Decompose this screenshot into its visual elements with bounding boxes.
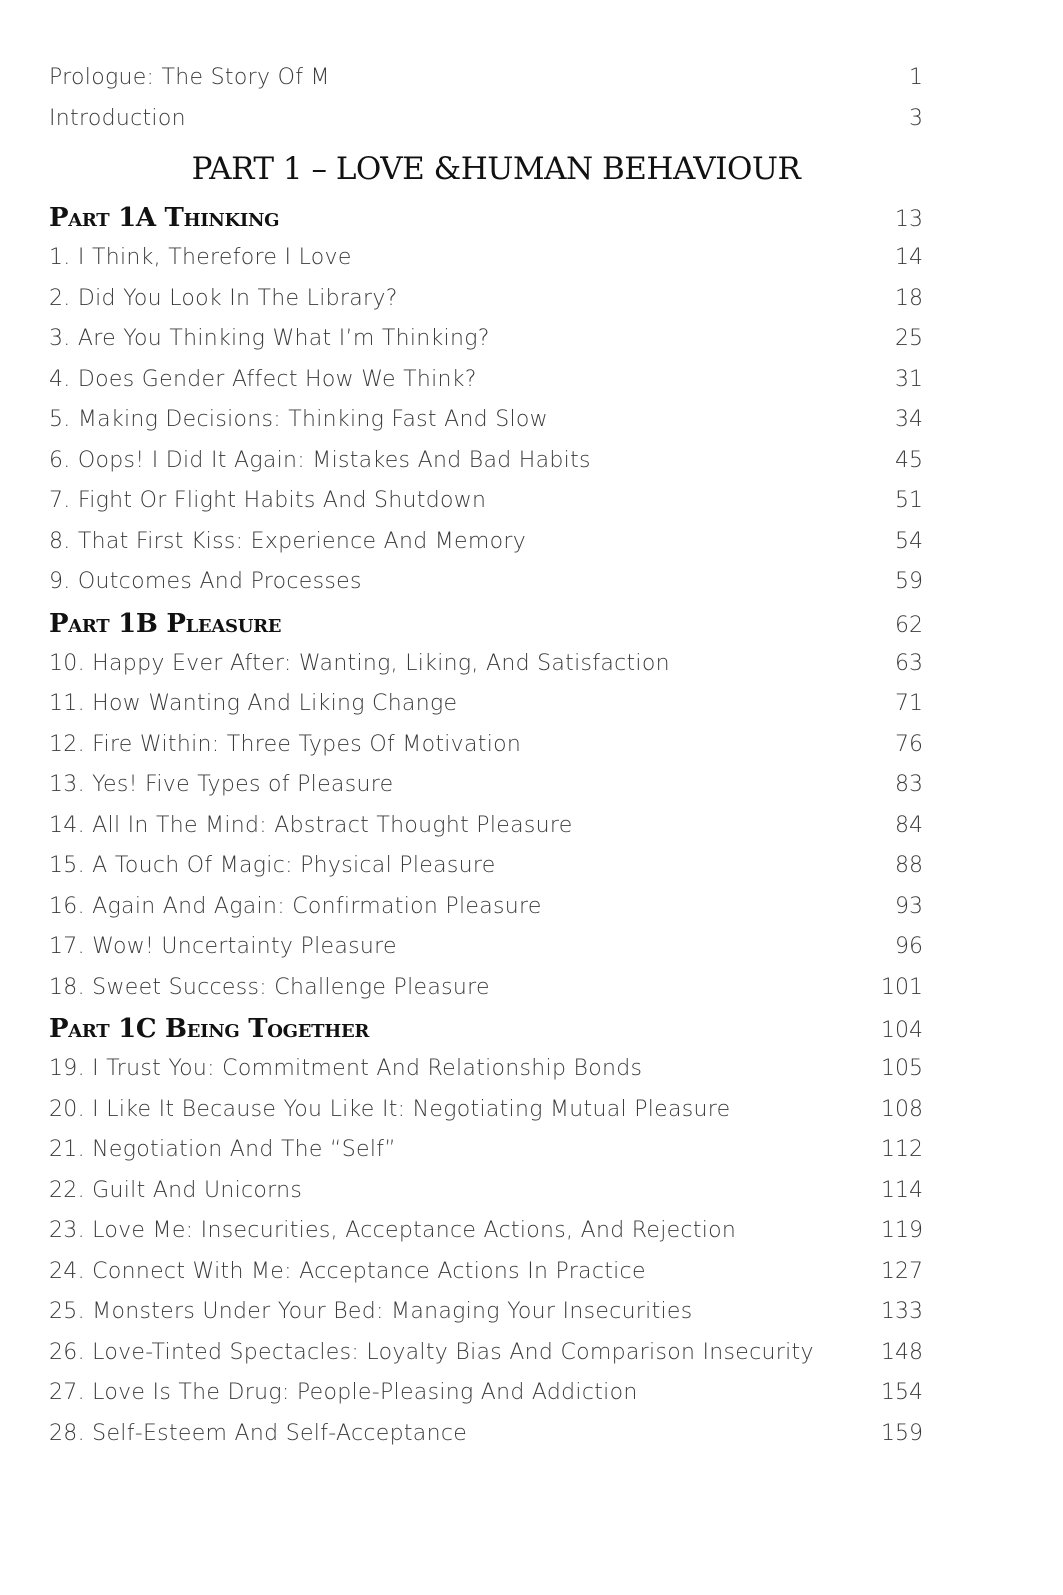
toc-entry-title: 27. Love Is The Drug: People-Pleasing And Addiction [49, 1380, 638, 1405]
toc-entry[interactable] [49, 887, 923, 928]
toc-entry-page: 18 [895, 285, 923, 311]
toc-entry[interactable] [49, 765, 923, 806]
part-title: PART 1 – LOVE &HUMAN BEHAVIOUR [191, 151, 801, 187]
toc-entry-page: 93 [895, 893, 923, 919]
toc-entry-title: 25. Monsters Under Your Bed: Managing Your Insecurities [49, 1299, 693, 1324]
toc-entry-title: Prologue: The Story Of M [49, 65, 330, 90]
toc-entry[interactable] [49, 846, 923, 887]
toc-entry-title: 12. Fire Within: Three Types Of Motivation [49, 731, 522, 757]
toc-entry[interactable] [49, 1130, 923, 1171]
toc-entry-page: 119 [881, 1218, 923, 1243]
toc-entry-title: 22. Guilt And Unicorns [49, 1177, 303, 1203]
toc-entry-title: 1. I Think, Therefore I Love [49, 245, 352, 270]
toc-entry[interactable] [49, 1252, 923, 1293]
toc-entry-page: 112 [881, 1137, 923, 1162]
toc-entry-page: 133 [881, 1299, 923, 1324]
toc-entry-title: 10. Happy Ever After: Wanting, Liking, And Satisfaction [49, 650, 670, 676]
section-heading-1a[interactable] [49, 197, 923, 238]
toc-entry-title: 17. Wow! Uncertainty Pleasure [49, 934, 397, 959]
toc-entry[interactable] [49, 1292, 923, 1333]
section-page: 13 [895, 207, 923, 232]
section-title: Part 1B Pleasure [49, 608, 282, 639]
toc-entry[interactable] [49, 1090, 923, 1131]
toc-entry-page: 71 [895, 691, 923, 716]
toc-entry[interactable] [49, 806, 923, 847]
toc-entry-page: 96 [895, 934, 923, 959]
toc-entry-page: 88 [895, 853, 923, 878]
section-page: 104 [881, 1018, 923, 1043]
toc-entry-title: 26. Love-Tinted Spectacles: Loyalty Bias And Comparison Insecurity [49, 1339, 814, 1365]
table-of-contents [49, 58, 923, 1454]
toc-entry-title: 9. Outcomes And Processes [49, 569, 362, 594]
toc-entry-title: 5. Making Decisions: Thinking Fast And Slow [49, 407, 548, 432]
section-heading-1c[interactable] [49, 1008, 923, 1049]
toc-entry[interactable] [49, 1373, 923, 1414]
toc-entry[interactable] [49, 1414, 923, 1455]
toc-entry-page: 154 [881, 1380, 923, 1405]
toc-entry[interactable] [49, 319, 923, 360]
toc-entry-title: 4. Does Gender Affect How We Think? [49, 366, 477, 392]
toc-entry-page: 51 [895, 488, 923, 513]
toc-entry-page: 76 [895, 731, 923, 757]
toc-entry[interactable] [49, 684, 923, 725]
toc-entry-title: 7. Fight Or Flight Habits And Shutdown [49, 488, 487, 513]
toc-entry[interactable] [49, 1211, 923, 1252]
toc-entry-title: 3. Are You Thinking What I’m Thinking? [49, 326, 490, 351]
toc-entry-page: 14 [895, 245, 923, 270]
toc-entry-title: 21. Negotiation And The “Self” [49, 1137, 397, 1162]
toc-entry-prologue[interactable] [49, 58, 923, 99]
toc-entry[interactable] [49, 400, 923, 441]
section-title: Part 1A Thinking [49, 203, 280, 233]
toc-entry-title: 24. Connect With Me: Acceptance Actions In Practice [49, 1258, 646, 1284]
toc-entry-title: 13. Yes! Five Types of Pleasure [49, 772, 394, 797]
toc-entry-title: 19. I Trust You: Commitment And Relationship Bonds [49, 1056, 643, 1081]
toc-entry-title: Introduction [49, 105, 186, 131]
toc-entry-page: 84 [895, 812, 923, 838]
toc-entry[interactable] [49, 1049, 923, 1090]
toc-entry-title: 2. Did You Look In The Library? [49, 285, 398, 311]
toc-entry[interactable] [49, 644, 923, 685]
toc-entry-title: 18. Sweet Success: Challenge Pleasure [49, 974, 490, 1000]
section-title: Part 1C Being Together [49, 1014, 370, 1044]
toc-entry-page: 54 [895, 528, 923, 554]
section-page: 62 [895, 612, 923, 638]
toc-entry-page: 101 [881, 974, 923, 1000]
toc-entry-page: 1 [909, 65, 923, 90]
toc-entry[interactable] [49, 927, 923, 968]
toc-entry-page: 148 [881, 1339, 923, 1365]
toc-entry[interactable] [49, 279, 923, 320]
toc-entry-page: 34 [895, 407, 923, 432]
toc-entry-title: 28. Self-Esteem And Self-Acceptance [49, 1420, 468, 1446]
toc-entry-title: 11. How Wanting And Liking Change [49, 691, 458, 716]
toc-entry-introduction[interactable] [49, 99, 923, 140]
toc-entry-title: 16. Again And Again: Confirmation Pleasure [49, 893, 542, 919]
toc-entry[interactable] [49, 238, 923, 279]
toc-entry[interactable] [49, 1333, 923, 1374]
toc-entry[interactable] [49, 1171, 923, 1212]
toc-entry-title: 15. A Touch Of Magic: Physical Pleasure [49, 853, 496, 878]
toc-entry[interactable] [49, 562, 923, 603]
toc-entry-page: 83 [895, 772, 923, 797]
toc-entry[interactable] [49, 968, 923, 1009]
toc-entry[interactable] [49, 481, 923, 522]
toc-entry-page: 159 [881, 1420, 923, 1446]
toc-entry-page: 114 [881, 1177, 923, 1203]
toc-entry-page: 108 [881, 1096, 923, 1122]
toc-entry-title: 6. Oops! I Did It Again: Mistakes And Bad Habits [49, 447, 591, 473]
toc-entry[interactable] [49, 360, 923, 401]
section-heading-1b[interactable] [49, 603, 923, 644]
toc-entry[interactable] [49, 441, 923, 482]
toc-entry-page: 31 [895, 366, 923, 392]
toc-entry[interactable] [49, 522, 923, 563]
toc-entry-title: 23. Love Me: Insecurities, Acceptance Actions, And Rejection [49, 1218, 737, 1243]
toc-entry-page: 45 [895, 447, 923, 473]
toc-entry-page: 3 [909, 105, 923, 131]
toc-entry-page: 105 [881, 1056, 923, 1081]
toc-entry-page: 127 [881, 1258, 923, 1284]
toc-entry[interactable] [49, 725, 923, 766]
toc-entry-page: 59 [895, 569, 923, 594]
toc-entry-title: 8. That First Kiss: Experience And Memory [49, 528, 527, 554]
toc-entry-page: 25 [895, 326, 923, 351]
toc-entry-page: 63 [895, 650, 923, 676]
toc-entry-title: 14. All In The Mind: Abstract Thought Pleasure [49, 812, 573, 838]
toc-entry-title: 20. I Like It Because You Like It: Negotiating Mutual Pleasure [49, 1096, 731, 1122]
